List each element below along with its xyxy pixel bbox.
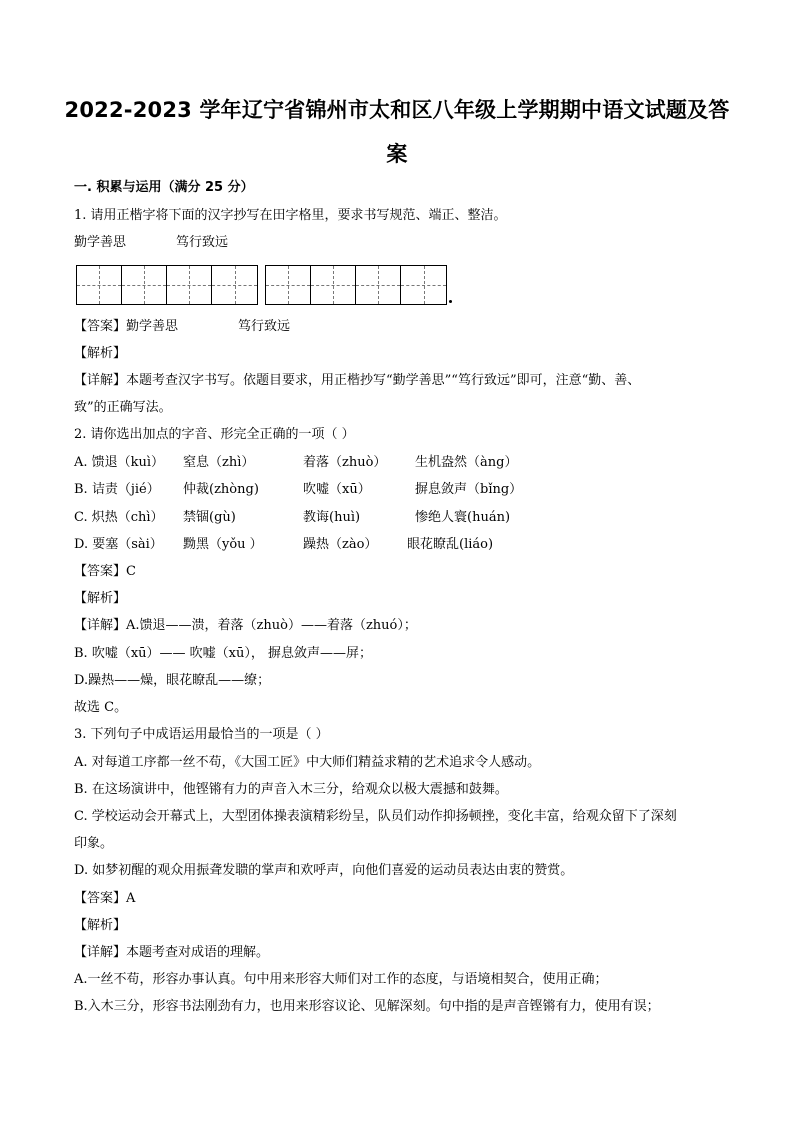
question-2-option-b [74,481,523,499]
question-1-stem: 1. 请用正楷字将下面的汉字抄写在田字格里，要求书写规范、端正、整洁。 [74,208,507,223]
option-item: 摒息敛声（bǐng） [415,482,523,497]
option-item: B. 诘责（jié） [74,482,160,497]
option-item: 惨绝人寰(huán) [415,510,511,525]
option-item: 吹嘘（xū） [303,482,371,497]
question-2-detail-1: 【详解】A.馈退——溃，着落（zhuò）——着落（zhuó）； [74,618,417,633]
question-1-detail-2: 致”的正确写法。 [74,400,172,415]
question-2-option-a [74,454,518,472]
question-3-option-c-line-1: C. 学校运动会开幕式上，大型团体操表演精彩纷呈，队员们动作抑扬顿挫，变化丰富，给观众留下了深刻 [74,809,677,824]
option-item: C. 炽热（chì） [74,510,164,525]
option-item: 眼花瞭乱(liáo) [407,537,494,552]
question-3-analysis: 【解析】 [74,918,127,933]
option-item: 着落（zhuò） [303,455,387,470]
question-3-explanation-b: B.入木三分，形容书法刚劲有力，也用来形容议论、见解深刻。句中指的是声音铿锵有力，使用有误； [74,999,660,1014]
option-item: A. 馈退（kuì） [74,455,165,470]
question-2-detail-4: 故选 C。 [74,700,128,715]
document-title [60,88,734,176]
answer-word-2: 笃行致远 [238,319,291,334]
title-line-1: 2022-2023 学年辽宁省锦州市太和区八年级上学期期中语文试题及答 [64,98,730,122]
copy-words [74,234,229,252]
question-3-option-b: B. 在这场演讲中，他铿锵有力的声音入木三分，给观众以极大震撼和鼓舞。 [74,782,508,797]
grid-cell [266,266,311,304]
question-3-option-c-line-2: 印象。 [74,836,114,851]
question-2-option-d [74,536,494,554]
option-item: 生机盎然（àng） [415,455,518,470]
grid-cell [167,266,212,304]
grid-cell [311,266,356,304]
question-2-option-c [74,509,511,527]
grid-cell [356,266,401,304]
option-item: 躁热（zào） [303,537,378,552]
option-item: D. 要塞（sài） [74,537,163,552]
word-2: 笃行致远 [176,235,229,250]
question-2-detail-2: B. 吹嘘（xū）—— 吹嘘（xū）， 摒息敛声——屏； [74,646,372,661]
question-3-option-a: A. 对每道工序都一丝不苟，《大国工匠》中大师们精益求精的艺术追求令人感动。 [74,755,541,770]
grid-cell [212,266,257,304]
answer-text: 【答案】勤学善思 [74,319,179,334]
grid-cell [122,266,167,304]
option-item: 窒息（zhì） [183,455,255,470]
grid-cell [77,266,122,304]
option-item: 仲裁(zhòng) [183,482,259,497]
question-1-answer [74,318,291,336]
question-3-detail: 【详解】本题考查对成语的理解。 [74,945,270,960]
question-2-answer: 【答案】C [74,564,136,579]
question-1-analysis: 【解析】 [74,346,127,361]
question-3-answer: 【答案】A [74,891,136,906]
question-3-option-d: D. 如梦初醒的观众用振聋发聩的掌声和欢呼声，向他们喜爱的运动员表达由衷的赞赏。 [74,863,574,878]
tianzi-grid-2 [265,265,447,305]
question-2-stem: 2. 请你选出加点的字音、形完全正确的一项（ ） [74,427,355,442]
word-1: 勤学善思 [74,235,127,250]
grid-cell [401,266,446,304]
option-item: 教诲(huì) [303,510,361,525]
section-heading: 一. 积累与运用（满分 25 分） [74,180,254,195]
question-3-stem: 3. 下列句子中成语运用最恰当的一项是（ ） [74,727,329,742]
question-2-detail-3: D.躁热——燥，眼花瞭乱——缭； [74,673,271,688]
question-2-analysis: 【解析】 [74,591,127,606]
option-item: 黝黑（yǒu ） [183,537,263,552]
tianzi-grid-1 [76,265,258,305]
question-1-detail-1: 【详解】本题考查汉字书写。依题目要求，用正楷抄写“勤学善思”“笃行致远”即可，注意“勤、善、 [74,373,641,388]
title-line-2: 案 [386,142,408,166]
question-3-explanation-a: A.一丝不苟，形容办事认真。句中用来形容大师们对工作的态度，与语境相契合，使用正确； [74,972,608,987]
grid-end-mark [449,300,452,303]
option-item: 禁锢(gù) [183,510,236,525]
